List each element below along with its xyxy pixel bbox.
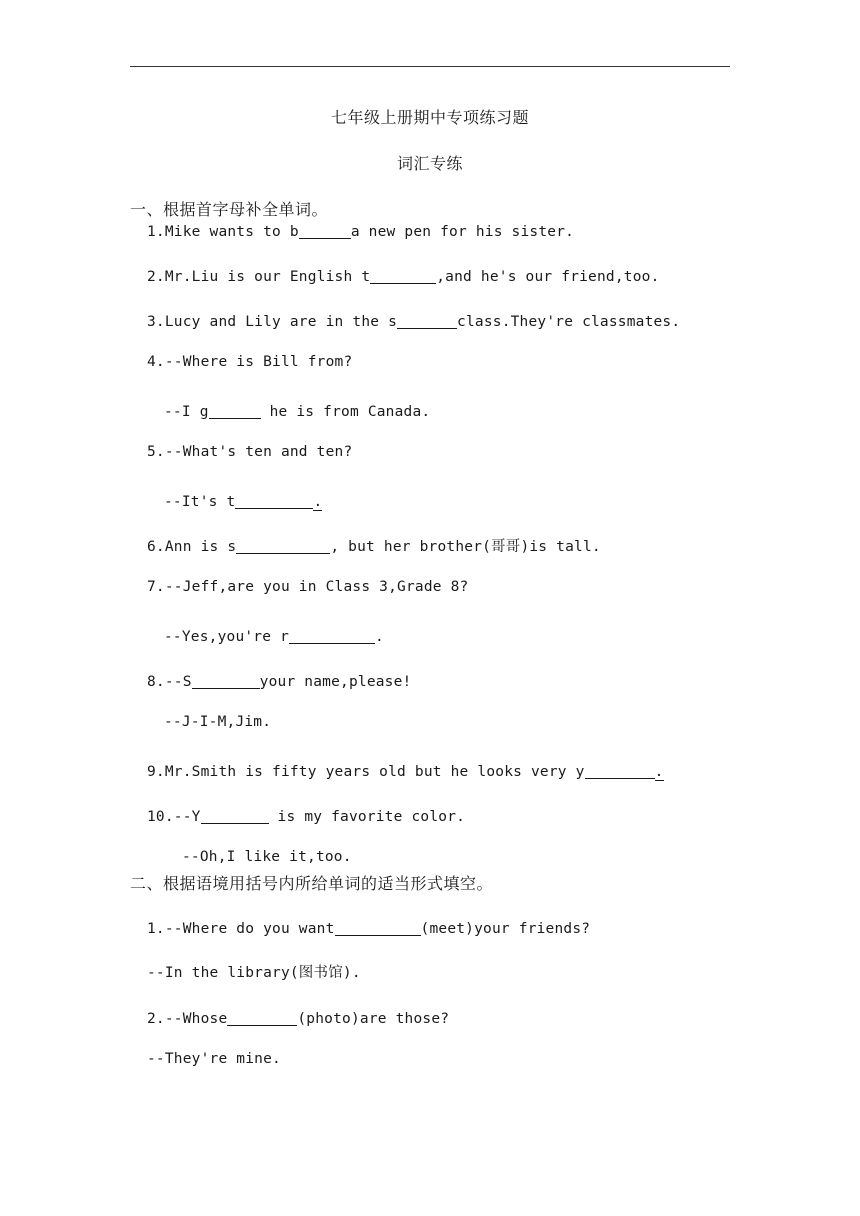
- answer-blank[interactable]: [209, 402, 261, 419]
- question-1-6: 6.Ann is s , but her brother(哥哥)is tall.: [147, 539, 601, 555]
- question-2-2: 2.--Whose (photo)are those?: [147, 1011, 450, 1027]
- page-subtitle: 词汇专练: [396, 154, 463, 173]
- question-2-1: 1.--Where do you want (meet)your friends?: [147, 921, 591, 937]
- answer-blank[interactable]: [201, 807, 269, 824]
- answer-blank[interactable]: [585, 762, 655, 779]
- question-1-10: 10.--Y is my favorite color.: [147, 809, 466, 825]
- question-1-7-reply: --Yes,you're r .: [164, 629, 384, 645]
- question-1-7: 7.--Jeff,are you in Class 3,Grade 8?: [147, 579, 469, 595]
- answer-blank[interactable]: [235, 492, 313, 509]
- question-2-1-reply: --In the library(图书馆).: [147, 965, 361, 981]
- question-1-8-reply: --J-I-M,Jim.: [164, 714, 272, 730]
- answer-blank[interactable]: [335, 919, 421, 936]
- question-2-2-reply: --They're mine.: [147, 1051, 281, 1067]
- question-1-2: 2.Mr.Liu is our English t ,and he's our friend,too.: [147, 269, 660, 285]
- header-rule: [130, 66, 730, 67]
- question-1-3: 3.Lucy and Lily are in the s class.They're classmates.: [147, 314, 681, 330]
- answer-blank[interactable]: [227, 1009, 297, 1026]
- page-title: 七年级上册期中专项练习题: [330, 108, 529, 127]
- question-1-9: 9.Mr.Smith is fifty years old but he looks very y .: [147, 764, 664, 780]
- question-1-1: 1.Mike wants to b a new pen for his sister.: [147, 224, 575, 240]
- question-1-5-reply: --It's t .: [164, 494, 323, 510]
- question-1-5: 5.--What's ten and ten?: [147, 444, 353, 460]
- section-1-heading: 一、根据首字母补全单词。: [130, 200, 329, 219]
- answer-blank[interactable]: [397, 312, 457, 329]
- section-2-heading: 二、根据语境用括号内所给单词的适当形式填空。: [130, 874, 494, 893]
- answer-blank[interactable]: [370, 267, 436, 284]
- answer-blank[interactable]: [236, 537, 330, 554]
- answer-blank[interactable]: [192, 672, 260, 689]
- question-1-10-reply: --Oh,I like it,too.: [182, 849, 352, 865]
- question-1-4: 4.--Where is Bill from?: [147, 354, 353, 370]
- answer-blank[interactable]: [289, 627, 375, 644]
- answer-blank[interactable]: [299, 222, 351, 239]
- question-1-8: 8.--S your name,please!: [147, 674, 412, 690]
- question-1-4-reply: --I g he is from Canada.: [164, 404, 431, 420]
